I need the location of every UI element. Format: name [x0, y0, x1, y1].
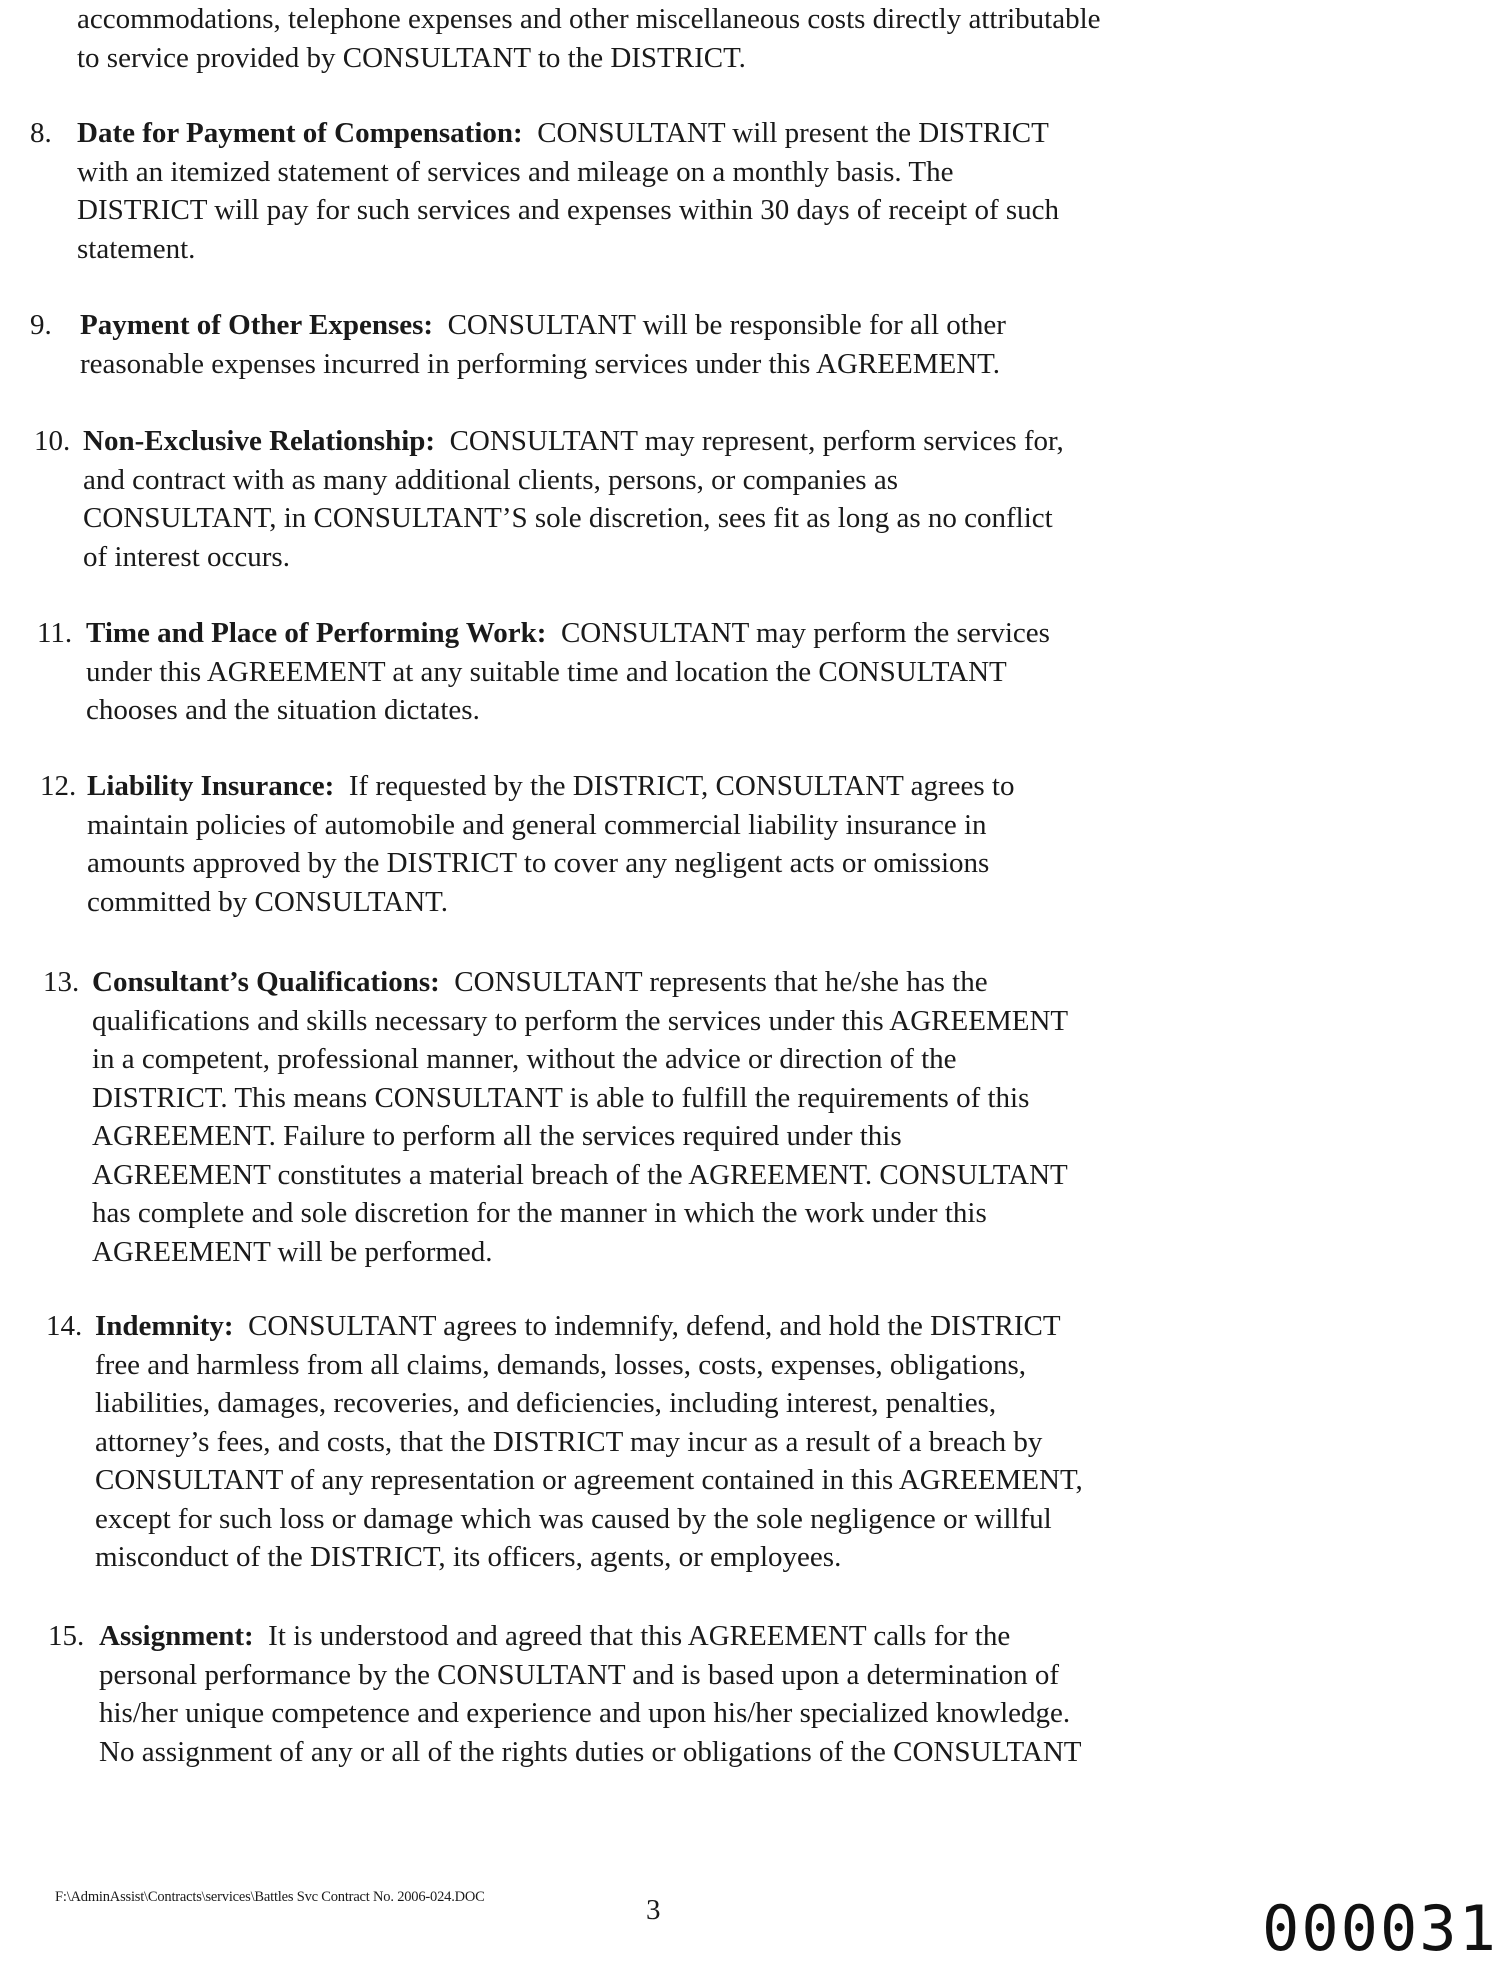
section-text: liabilities, damages, recoveries, and deficiencies, including interest, penalties,: [95, 1387, 997, 1419]
section-number: 10.: [34, 425, 71, 457]
section-text: under this AGREEMENT at any suitable time and location the CONSULTANT: [86, 655, 1007, 688]
section-text: CONSULTANT agrees to indemnify, defend, and hold the DISTRICT: [248, 1310, 1061, 1342]
section-text: with an itemized statement of services and mileage on a monthly basis. The: [77, 155, 954, 188]
section-text: No assignment of any or all of the rights duties or obligations of the CONSULTANT: [99, 1735, 1082, 1768]
section-heading: Indemnity:: [95, 1310, 234, 1342]
section-text: AGREEMENT will be performed.: [92, 1235, 493, 1268]
section-8: [30, 114, 1059, 268]
section-12: [40, 767, 1014, 921]
section-heading: Liability Insurance:: [87, 770, 335, 802]
section-text: It is understood and agreed that this AGREEMENT calls for the: [268, 1620, 1011, 1652]
section-text: and contract with as many additional clients, persons, or companies as: [83, 463, 899, 496]
section-10: [34, 422, 1064, 576]
section-text: DISTRICT. This means CONSULTANT is able to fulfill the requirements of this: [92, 1081, 1030, 1114]
section-text: CONSULTANT will be responsible for all other: [447, 309, 1006, 341]
section-heading: Payment of Other Expenses:: [80, 309, 434, 341]
section-number: 9.: [30, 309, 52, 341]
section-11: [37, 614, 1050, 730]
section-text: has complete and sole discretion for the manner in which the work under this: [92, 1197, 987, 1229]
section-text: CONSULTANT may perform the services: [560, 617, 1050, 649]
section-text: of interest occurs.: [83, 540, 290, 573]
section-text: If requested by the DISTRICT, CONSULTANT agrees to: [348, 770, 1015, 802]
section-text: CONSULTANT of any representation or agreement contained in this AGREEMENT,: [95, 1464, 1083, 1496]
section-heading: Non-Exclusive Relationship:: [83, 425, 436, 457]
section-text: CONSULTANT, in CONSULTANT’S sole discretion, sees fit as long as no conflict: [83, 502, 1053, 534]
section-text: attorney’s fees, and costs, that the DISTRICT may incur as a result of a breach by: [95, 1425, 1043, 1458]
section-text: misconduct of the DISTRICT, its officers, agents, or employees.: [95, 1541, 842, 1573]
section-heading: Consultant’s Qualifications:: [92, 966, 440, 998]
section-15: [48, 1617, 1082, 1771]
section-heading: Date for Payment of Compensation:: [77, 117, 523, 149]
page-number: 3: [646, 1894, 661, 1926]
section-text: amounts approved by the DISTRICT to cover any negligent acts or omissions: [87, 847, 990, 879]
section-9: [30, 306, 1006, 383]
section-text: CONSULTANT may represent, perform services for,: [449, 425, 1064, 457]
section-text: CONSULTANT will present the DISTRICT: [537, 117, 1049, 149]
section-text: chooses and the situation dictates.: [86, 694, 480, 726]
intro-line: accommodations, telephone expenses and other miscellaneous costs directly attributable: [77, 3, 1101, 35]
section-text: AGREEMENT constitutes a material breach of the AGREEMENT. CONSULTANT: [92, 1158, 1068, 1191]
section-text: committed by CONSULTANT.: [87, 885, 448, 918]
section-13: [43, 963, 1068, 1271]
section-text: statement.: [77, 232, 196, 265]
section-text: AGREEMENT. Failure to perform all the services required under this: [92, 1120, 902, 1152]
section-heading: Assignment:: [99, 1620, 254, 1652]
section-14: [46, 1307, 1083, 1577]
section-text: free and harmless from all claims, demands, losses, costs, expenses, obligations,: [95, 1348, 1027, 1381]
section-text: maintain policies of automobile and general commercial liability insurance in: [87, 808, 987, 841]
section-text: reasonable expenses incurred in performing services under this AGREEMENT.: [80, 347, 1000, 380]
intro-continuation: [77, 0, 1101, 77]
section-text: personal performance by the CONSULTANT and is based upon a determination of: [99, 1658, 1060, 1691]
intro-line: to service provided by CONSULTANT to the DISTRICT.: [77, 41, 746, 74]
section-number: 13.: [43, 966, 80, 998]
section-number: 11.: [37, 617, 73, 649]
bates-number: 000031: [1262, 1892, 1498, 1965]
section-number: 14.: [46, 1310, 83, 1342]
section-text: in a competent, professional manner, without the advice or direction of the: [92, 1043, 957, 1075]
section-number: 8.: [30, 117, 52, 149]
section-text: CONSULTANT represents that he/she has the: [454, 966, 988, 998]
section-heading: Time and Place of Performing Work:: [86, 617, 547, 649]
section-text: qualifications and skills necessary to perform the services under this AGREEMENT: [92, 1004, 1069, 1037]
section-text: DISTRICT will pay for such services and expenses within 30 days of receipt of such: [77, 194, 1060, 226]
section-number: 15.: [48, 1620, 85, 1652]
section-text: except for such loss or damage which was caused by the sole negligence or willful: [95, 1502, 1052, 1535]
footer-file-path: F:\AdminAssist\Contracts\services\Battles Svc Contract No. 2006-024.DOC: [55, 1889, 485, 1905]
section-number: 12.: [40, 770, 77, 802]
section-text: his/her unique competence and experience and upon his/her specialized knowledge.: [99, 1697, 1071, 1729]
